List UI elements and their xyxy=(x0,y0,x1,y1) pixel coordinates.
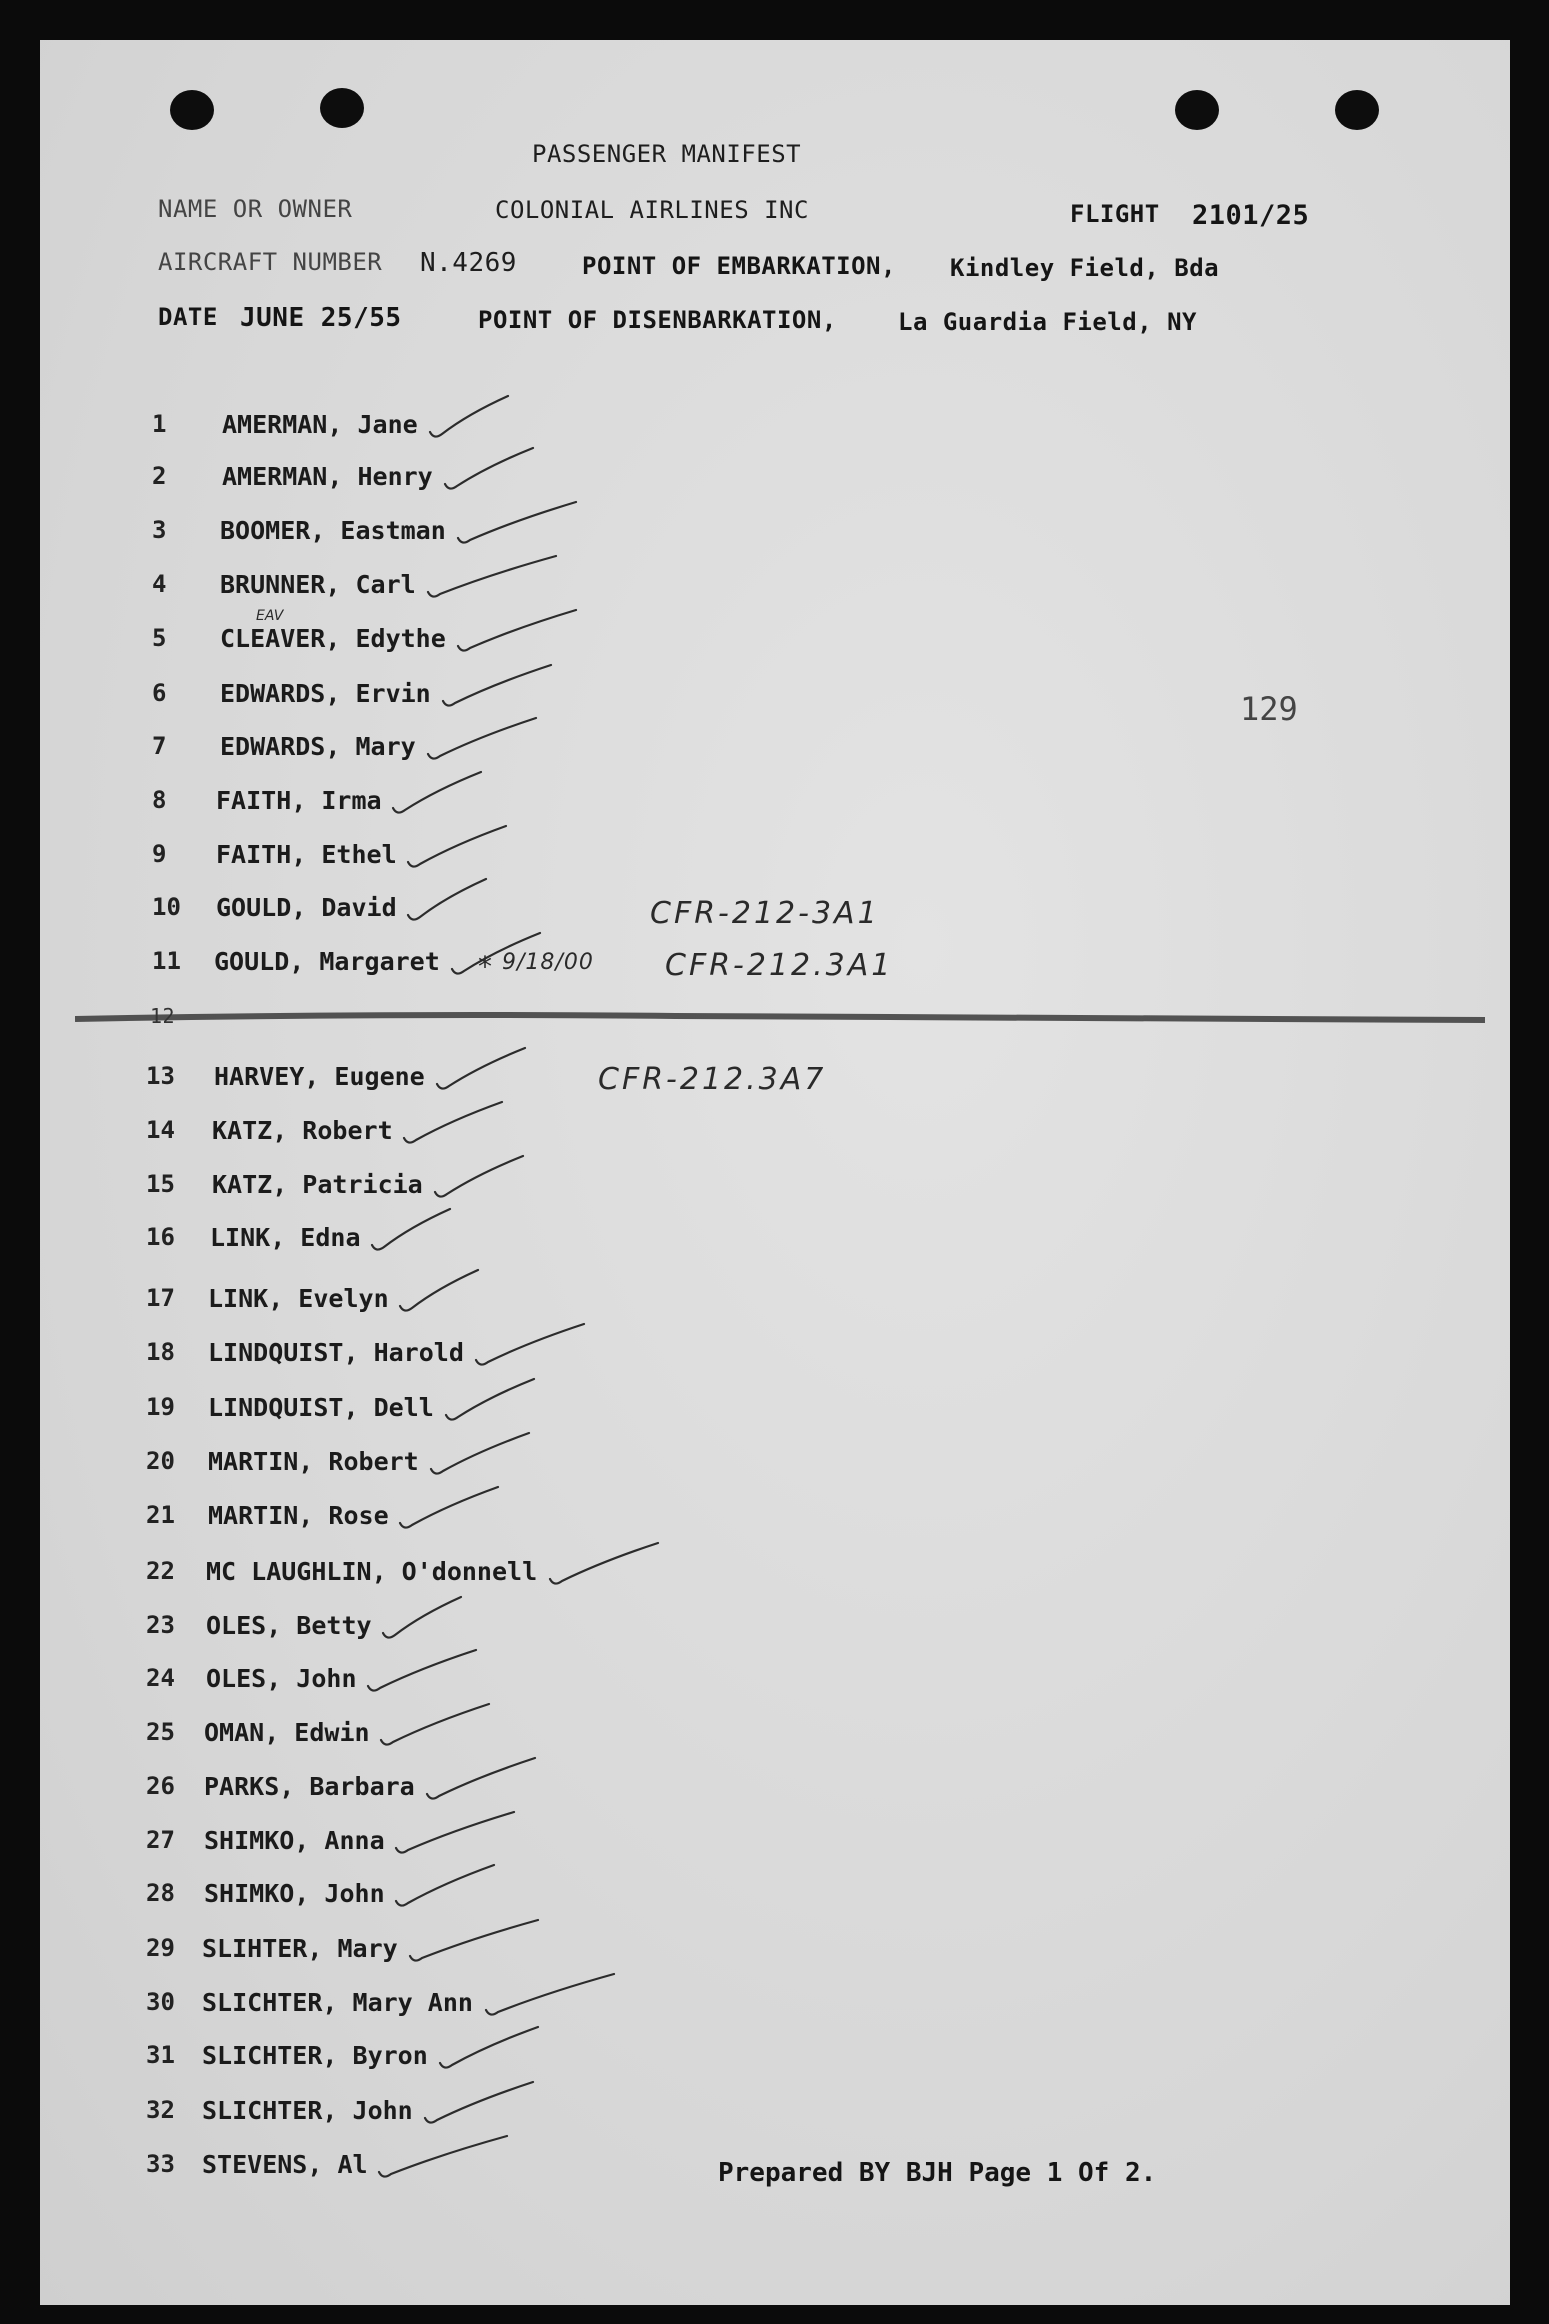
passenger-name: SLICHTER, John xyxy=(202,2096,413,2125)
passenger-number: 1 xyxy=(152,410,167,438)
passenger-number: 28 xyxy=(146,1879,175,1907)
aircraft-value: N.4269 xyxy=(420,248,517,278)
passenger-name: MARTIN, Robert xyxy=(208,1447,419,1476)
strike-line xyxy=(75,1011,1485,1025)
passenger-number: 26 xyxy=(146,1772,175,1800)
owner-label: NAME OR OWNER xyxy=(158,195,353,223)
date-label: DATE xyxy=(158,303,218,331)
passenger-number: 33 xyxy=(146,2150,175,2178)
passenger-name: MC LAUGHLIN, O'donnell xyxy=(206,1557,538,1586)
cfr-annotation-10: CFR-212-3A1 xyxy=(650,896,880,931)
passenger-name: LINDQUIST, Dell xyxy=(208,1393,434,1422)
passenger-number: 9 xyxy=(152,840,167,868)
row-12-number: 12 xyxy=(150,1004,176,1028)
passenger-number: 29 xyxy=(146,1934,175,1962)
disembark-value: La Guardia Field, NY xyxy=(898,308,1197,336)
passenger-name: SHIMKO, Anna xyxy=(204,1826,385,1855)
passenger-name: GOULD, David xyxy=(216,893,397,922)
passenger-name: FAITH, Irma xyxy=(216,786,382,815)
passenger-row xyxy=(0,1284,900,1324)
passenger-number: 5 xyxy=(152,624,167,652)
binder-hole xyxy=(170,90,214,130)
binder-hole xyxy=(320,88,364,128)
passenger-number: 21 xyxy=(146,1501,175,1529)
binder-hole xyxy=(1175,90,1219,130)
passenger-row xyxy=(0,1223,900,1263)
passenger-row xyxy=(0,570,900,610)
passenger-number: 16 xyxy=(146,1223,175,1251)
check-mark-icon xyxy=(370,1197,530,1267)
passenger-number: 32 xyxy=(146,2096,175,2124)
passenger-number: 17 xyxy=(146,1284,175,1312)
passenger-number: 30 xyxy=(146,1988,175,2016)
passenger-name: OLES, John xyxy=(206,1664,357,1693)
passenger-number: 27 xyxy=(146,1826,175,1854)
passenger-number: 7 xyxy=(152,732,167,760)
passenger-name: CLEAVER, Edythe xyxy=(220,624,446,653)
embark-label: POINT OF EMBARKATION, xyxy=(582,252,896,280)
passenger-name: BOOMER, Eastman xyxy=(220,516,446,545)
binder-hole xyxy=(1335,90,1379,130)
passenger-name: SLICHTER, Mary Ann xyxy=(202,1988,473,2017)
passenger-name: FAITH, Ethel xyxy=(216,840,397,869)
date-annotation-11: 9/18/00 xyxy=(502,950,594,975)
passenger-number: 6 xyxy=(152,679,167,707)
passenger-name: SHIMKO, John xyxy=(204,1879,385,1908)
manifest-title: PASSENGER MANIFEST xyxy=(532,140,802,168)
passenger-name: EDWARDS, Mary xyxy=(220,732,416,761)
check-mark-icon xyxy=(398,1475,558,1545)
passenger-number: 19 xyxy=(146,1393,175,1421)
flight-value: 2101/25 xyxy=(1192,200,1310,231)
passenger-name: BRUNNER, Carl xyxy=(220,570,416,599)
check-mark-icon xyxy=(548,1531,708,1601)
passenger-number: 14 xyxy=(146,1116,175,1144)
cfr-annotation-13: CFR-212.3A7 xyxy=(598,1062,827,1097)
passenger-name: MARTIN, Rose xyxy=(208,1501,389,1530)
passenger-number: 25 xyxy=(146,1718,175,1746)
passenger-number: 8 xyxy=(152,786,167,814)
passenger-number: 10 xyxy=(152,893,181,921)
disembark-label: POINT OF DISENBARKATION, xyxy=(478,306,837,334)
passenger-number: 11 xyxy=(152,947,181,975)
passenger-row xyxy=(0,462,900,502)
passenger-number: 2 xyxy=(152,462,167,490)
passenger-name: GOULD, Margaret xyxy=(214,947,440,976)
passenger-number: 4 xyxy=(152,570,167,598)
aircraft-label: AIRCRAFT NUMBER xyxy=(158,248,383,276)
passenger-name: SLICHTER, Byron xyxy=(202,2041,428,2070)
passenger-name: AMERMAN, Jane xyxy=(222,410,418,439)
owner-value: COLONIAL AIRLINES INC xyxy=(495,196,809,224)
passenger-name: SLIHTER, Mary xyxy=(202,1934,398,1963)
passenger-number: 3 xyxy=(152,516,167,544)
passenger-name: AMERMAN, Henry xyxy=(222,462,433,491)
check-mark-icon xyxy=(377,2124,537,2194)
passenger-name: LINDQUIST, Harold xyxy=(208,1338,464,1367)
passenger-number: 13 xyxy=(146,1062,175,1090)
passenger-row xyxy=(0,1934,900,1974)
passenger-name: OLES, Betty xyxy=(206,1611,372,1640)
passenger-name: LINK, Edna xyxy=(210,1223,361,1252)
passenger-number: 22 xyxy=(146,1557,175,1585)
passenger-number: 24 xyxy=(146,1664,175,1692)
passenger-number: 20 xyxy=(146,1447,175,1475)
passenger-number: 23 xyxy=(146,1611,175,1639)
passenger-number: 31 xyxy=(146,2041,175,2069)
passenger-row xyxy=(0,1501,900,1541)
passenger-name: LINK, Evelyn xyxy=(208,1284,389,1313)
asterisk-annotation-11: * xyxy=(478,950,495,983)
page-number: 129 xyxy=(1240,690,1298,728)
passenger-name: EDWARDS, Ervin xyxy=(220,679,431,708)
passenger-name: OMAN, Edwin xyxy=(204,1718,370,1747)
handwritten-correction-5: EAV xyxy=(256,608,284,624)
passenger-number: 15 xyxy=(146,1170,175,1198)
passenger-name: KATZ, Patricia xyxy=(212,1170,423,1199)
date-value: JUNE 25/55 xyxy=(240,303,402,333)
footer-prepared-by: Prepared BY BJH Page 1 Of 2. xyxy=(718,2158,1157,2188)
embark-value: Kindley Field, Bda xyxy=(950,254,1220,282)
passenger-name: STEVENS, Al xyxy=(202,2150,368,2179)
passenger-number: 18 xyxy=(146,1338,175,1366)
flight-label: FLIGHT xyxy=(1070,200,1160,228)
cfr-annotation-11: CFR-212.3A1 xyxy=(665,948,894,983)
passenger-name: HARVEY, Eugene xyxy=(214,1062,425,1091)
passenger-name: PARKS, Barbara xyxy=(204,1772,415,1801)
passenger-name: KATZ, Robert xyxy=(212,1116,393,1145)
